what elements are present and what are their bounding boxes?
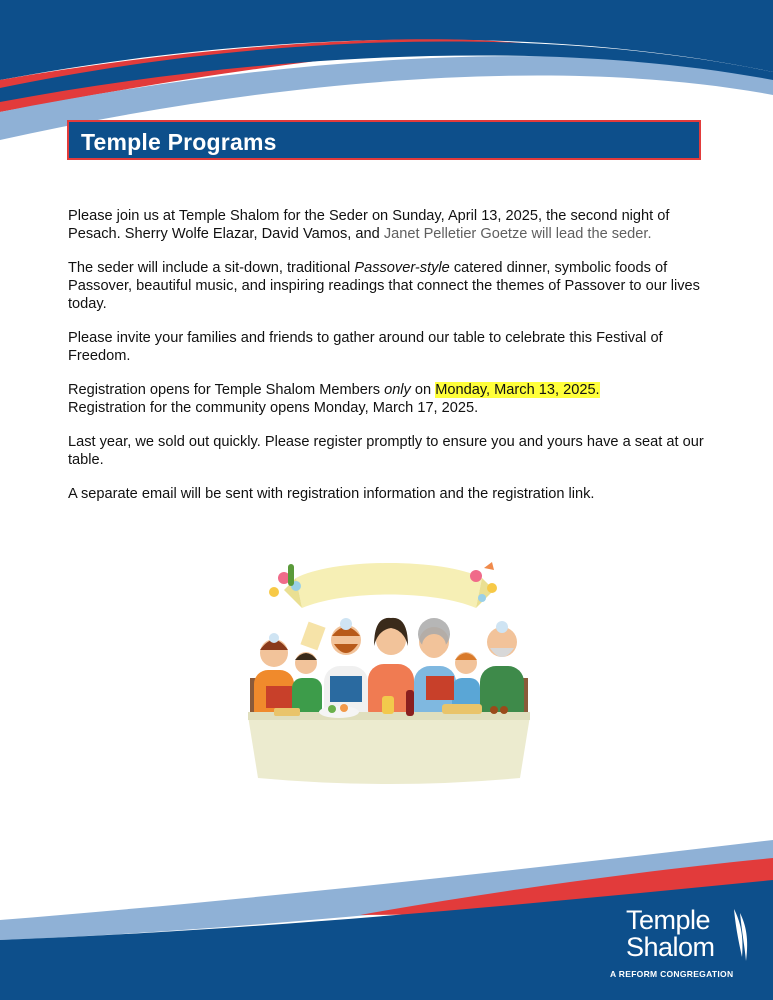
highlighted-date: Monday, March 13, 2025.	[435, 382, 600, 398]
paragraph-email-notice: A separate email will be sent with registration information and the registration link.	[68, 486, 595, 502]
paragraph-registration: Registration opens for Temple Shalom Members only on Monday, March 13, 2025. Registration for the community opens Monday, March 17, 2025.	[68, 382, 600, 416]
section-banner	[67, 120, 701, 160]
page-title: Temple Programs	[81, 129, 277, 155]
logo-tagline: A REFORM CONGREGATION	[610, 969, 734, 979]
paragraph-invite-families: Please invite your families and friends to gather around our table to celebrate this Festival of Freedom.	[68, 330, 663, 364]
body-content	[68, 207, 718, 519]
temple-shalom-logo	[608, 905, 758, 985]
paragraph-sold-out: Last year, we sold out quickly. Please register promptly to ensure you and yours have a seat at our table.	[68, 434, 704, 468]
seder-family-illustration	[244, 558, 534, 788]
logo-text-temple: Temple	[626, 905, 711, 935]
paragraph-seder-details: The seder will include a sit-down, traditional Passover-style catered dinner, symbolic foods of Passover, beautiful music, and inspiring readings that connect the themes of Passover to our lives today.	[68, 260, 700, 312]
flame-logo-icon	[730, 907, 750, 965]
paragraph-seder-invite: Please join us at Temple Shalom for the Seder on Sunday, April 13, 2025, the second night of Pesach. Sherry Wolfe Elazar, David Vamos, and Janet Pelletier Goetze will lead the seder.	[68, 208, 670, 242]
logo-text-shalom: Shalom	[626, 932, 715, 962]
top-wave-decoration	[0, 0, 773, 140]
